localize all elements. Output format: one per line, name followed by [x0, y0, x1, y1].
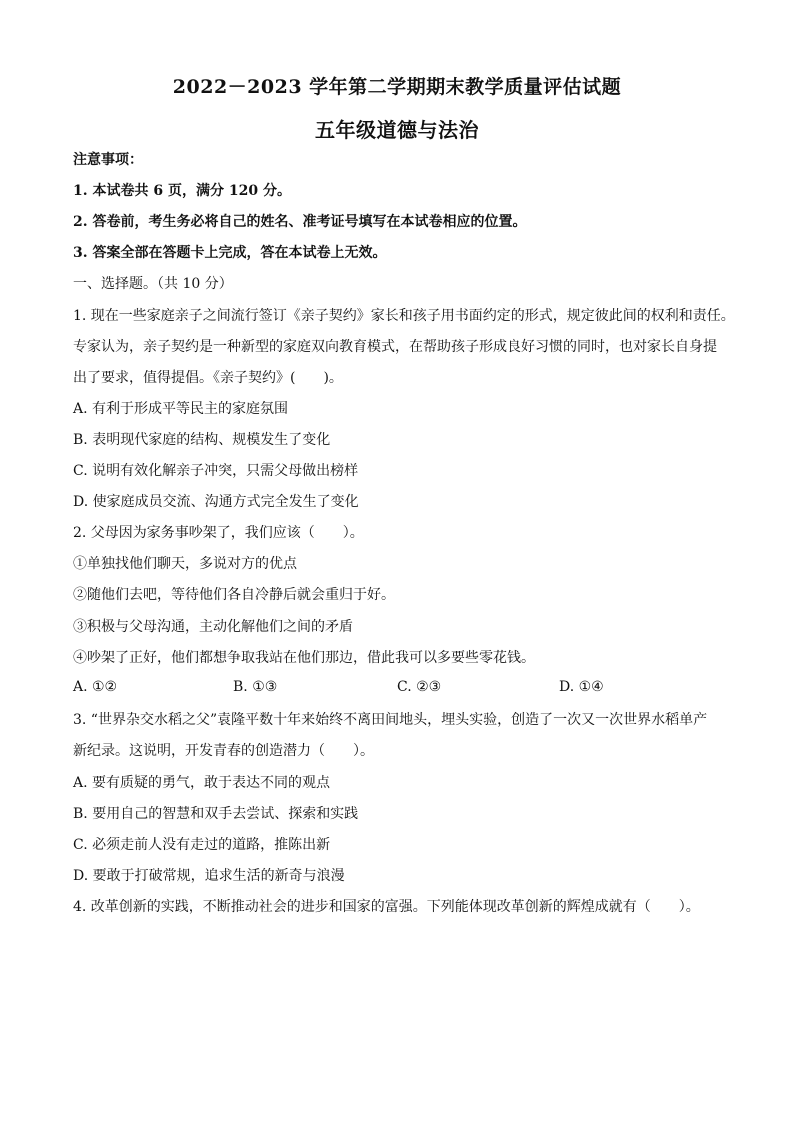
q1-option-b: B. 表明现代家庭的结构、规模发生了变化	[73, 432, 331, 448]
q3-option-c: C. 必须走前人没有走过的道路，推陈出新	[73, 837, 331, 853]
q3-option-a: A. 要有质疑的勇气，敢于表达不同的观点	[73, 775, 331, 791]
q1-stem-line: 1. 现在一些家庭亲子之间流行签订《亲子契约》家长和孩子用书面约定的形式，规定彼此间的权利和责任。	[73, 308, 735, 324]
q2-item: ④吵架了正好，他们都想争取我站在他们那边，借此我可以多要些零花钱。	[73, 650, 535, 666]
exam-subject: 五年级道德与法治	[315, 118, 479, 142]
q3-option-d: D. 要敢于打破常规，追求生活的新奇与浪漫	[73, 868, 345, 884]
q1-stem-line: 专家认为，亲子契约是一种新型的家庭双向教育模式，在帮助孩子形成良好习惯的同时，也对家长自身提	[73, 339, 717, 355]
q3-stem-line: 新纪录。这说明，开发青春的创造潜力（ ）。	[73, 743, 374, 759]
q2-option-a: A. ①②	[73, 679, 118, 695]
q1-option-a: A. 有利于形成平等民主的家庭氛围	[73, 401, 289, 417]
exam-title: 2022－2023 学年第二学期期末教学质量评估试题	[172, 76, 622, 98]
section-heading: 一、选择题。（共 10 分）	[73, 276, 233, 292]
q2-options-row	[73, 679, 733, 699]
q3-stem-line: 3. “世界杂交水稻之父”袁隆平数十年来始终不离田间地头，埋头实验，创造了一次又一次世界水稻单产	[73, 712, 708, 728]
q2-stem: 2. 父母因为家务事吵架了，我们应该（ ）。	[73, 525, 364, 541]
q1-stem-line: 出了要求，值得提倡。《亲子契约》( )。	[73, 370, 343, 386]
q2-item: ①单独找他们聊天，多说对方的优点	[73, 556, 297, 572]
note-item: 2. 答卷前，考生务必将自己的姓名、准考证号填写在本试卷相应的位置。	[73, 214, 527, 230]
note-item: 3. 答案全部在答题卡上完成，答在本试卷上无效。	[73, 245, 387, 261]
q2-item: ③积极与父母沟通，主动化解他们之间的矛盾	[73, 619, 353, 635]
q4-stem: 4. 改革创新的实践，不断推动社会的进步和国家的富强。下列能体现改革创新的辉煌成就有（ ）。	[73, 899, 700, 915]
q3-option-b: B. 要用自己的智慧和双手去尝试、探索和实践	[73, 806, 359, 822]
q1-option-d: D. 使家庭成员交流、沟通方式完全发生了变化	[73, 494, 359, 510]
note-item: 1. 本试卷共 6 页，满分 120 分。	[73, 183, 291, 199]
notes-heading: 注意事项：	[73, 152, 143, 168]
q2-option-d: D. ①④	[559, 679, 604, 695]
q2-item: ②随他们去吧，等待他们各自冷静后就会重归于好。	[73, 587, 395, 603]
q2-option-b: B. ①③	[233, 679, 278, 695]
q2-option-c: C. ②③	[397, 679, 442, 695]
q1-option-c: C. 说明有效化解亲子冲突，只需父母做出榜样	[73, 463, 359, 479]
